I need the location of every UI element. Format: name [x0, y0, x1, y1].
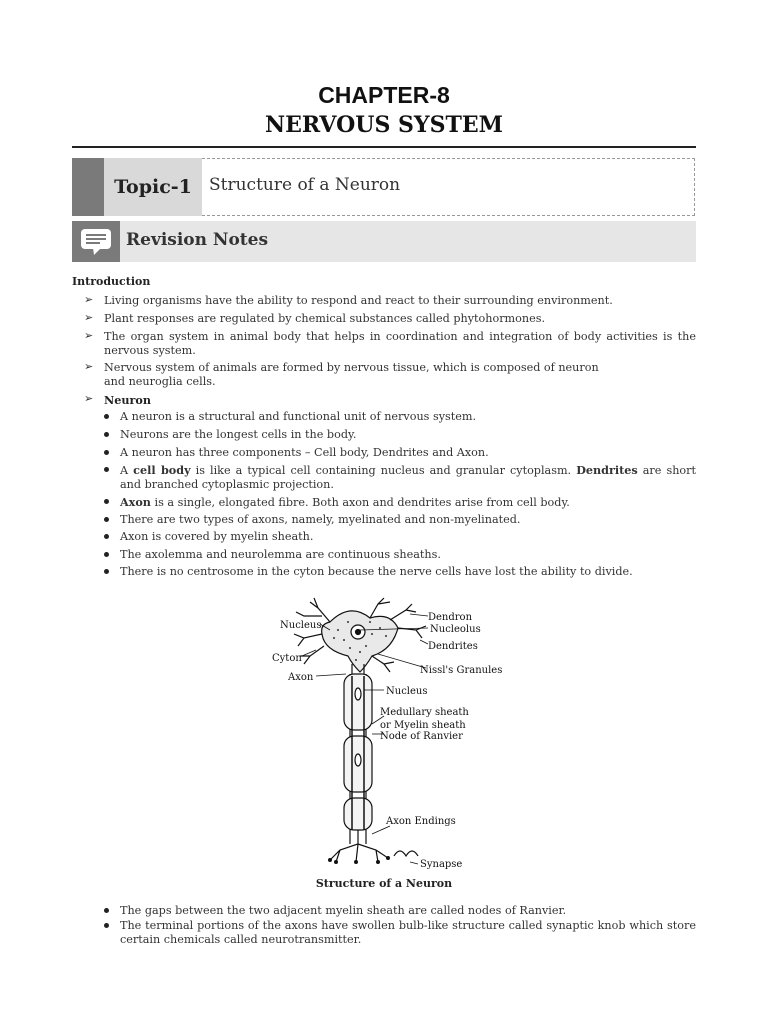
- header-divider: [72, 146, 696, 148]
- neuron-point: There is no centrosome in the cyton because the nerve cells have lost the ability to divide.: [120, 565, 633, 578]
- neuron-point-cell-body: [120, 463, 696, 492]
- intro-point: Plant responses are regulated by chemical substances called phytohormones.: [104, 312, 546, 325]
- term-axon: Axon: [120, 495, 151, 509]
- topic-accent-bar: [72, 158, 104, 216]
- label-synapse: Synapse: [420, 859, 463, 870]
- text-run: A: [120, 464, 134, 477]
- arrow-bullet-icon: ➢: [84, 311, 94, 324]
- speech-bubble-icon: [79, 227, 113, 257]
- arrow-bullet-icon: ➢: [84, 392, 94, 405]
- label-dendrites: Dendrites: [428, 641, 478, 652]
- revision-notes-title: Revision Notes: [126, 230, 269, 250]
- label-axon: Axon: [288, 672, 314, 683]
- neuron-point: A neuron is a structural and functional unit of nervous system.: [120, 410, 477, 423]
- arrow-bullet-icon: ➢: [84, 360, 94, 373]
- bullet-dot-icon: [104, 517, 109, 522]
- bullet-dot-icon: [104, 569, 109, 574]
- neuron-point: A neuron has three components – Cell body, Dendrites and Axon.: [120, 446, 489, 459]
- bullet-dot-icon: [104, 432, 109, 437]
- label-nucleus: Nucleus: [386, 686, 428, 697]
- neuron-heading: Neuron: [104, 393, 151, 407]
- revision-icon-box: [72, 221, 120, 262]
- label-myelin-sheath: or Myelin sheath: [380, 720, 466, 731]
- intro-heading: Introduction: [72, 275, 151, 288]
- label-nucleolus: Nucleolus: [430, 624, 481, 635]
- neuron-point-axon: [120, 495, 696, 510]
- chapter-title: NERVOUS SYSTEM: [265, 112, 503, 138]
- text-run: is like a typical cell containing nucleus and granular cytoplasm.: [190, 464, 577, 477]
- bullet-dot-icon: [104, 923, 109, 928]
- ranvier-point: The gaps between the two adjacent myelin sheath are called nodes of Ranvier.: [120, 904, 567, 917]
- label-axon-endings: Axon Endings: [386, 816, 456, 827]
- neuron-point: Neurons are the longest cells in the body.: [120, 428, 357, 441]
- intro-point-continued: and neuroglia cells.: [104, 375, 216, 388]
- figure-caption: Structure of a Neuron: [315, 877, 453, 890]
- bullet-dot-icon: [104, 534, 109, 539]
- bullet-dot-icon: [104, 552, 109, 557]
- bullet-dot-icon: [104, 450, 109, 455]
- text-run: is a single, elongated fibre. Both axon and dendrites arise from cell body.: [150, 496, 570, 509]
- bullet-dot-icon: [104, 414, 109, 419]
- label-medullary-sheath: Medullary sheath: [380, 707, 469, 718]
- bullet-dot-icon: [104, 499, 109, 504]
- label-nissl-granules: Nissl's Granules: [420, 665, 503, 676]
- neuron-diagram: [260, 594, 520, 874]
- bullet-dot-icon: [104, 908, 109, 913]
- intro-point: Nervous system of animals are formed by nervous tissue, which is composed of neuron: [104, 361, 599, 374]
- arrow-bullet-icon: ➢: [84, 329, 94, 342]
- term-cell-body: cell body: [133, 463, 191, 477]
- label-dendron: Dendron: [428, 612, 473, 623]
- arrow-bullet-icon: ➢: [84, 293, 94, 306]
- text-run: are short and branched cytoplasmic projection.: [120, 464, 696, 491]
- topic-title: Structure of a Neuron: [209, 175, 401, 195]
- label-nucleus-top: Nucleus: [280, 620, 322, 631]
- label-node-of-ranvier: Node of Ranvier: [380, 731, 463, 742]
- bullet-dot-icon: [104, 467, 109, 472]
- intro-point: Living organisms have the ability to respond and react to their surrounding environment.: [104, 294, 613, 307]
- synaptic-knob-point: The terminal portions of the axons have swollen bulb-like structure called synaptic knob which store certain chemicals called neurotransmitter.: [120, 919, 696, 946]
- topic-label: Topic-1: [104, 158, 202, 216]
- neuron-point: The axolemma and neurolemma are continuous sheaths.: [120, 548, 441, 561]
- neuron-point: There are two types of axons, namely, myelinated and non-myelinated.: [120, 513, 521, 526]
- label-cyton: Cyton: [272, 653, 302, 664]
- term-dendrites: Dendrites: [576, 463, 638, 477]
- chapter-number: CHAPTER-8: [318, 82, 450, 108]
- intro-point: The organ system in animal body that helps in coordination and integration of body activities is the nervous system.: [104, 330, 696, 357]
- neuron-point: Axon is covered by myelin sheath.: [120, 530, 314, 543]
